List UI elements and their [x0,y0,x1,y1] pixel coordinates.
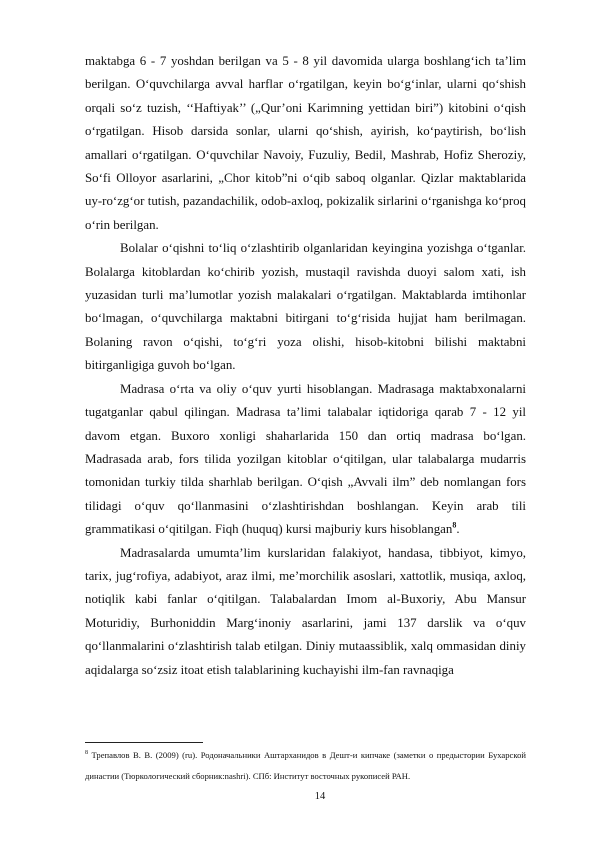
paragraph-4: Madrasalarda umumta’lim kurslaridan falakiyot, handasa, tibbiyot, kimyo, tarix, jug‘rofiya, adabiyot, araz ilmi, me’morchilik asoslari, xattotlik, musiqa, axloq, notiqlik kabi fanlar o‘qitilgan. Talabalardan Imom al-Buxoriy, Abu Mansur Moturidiy, Burhoniddin Marg‘inoniy asarlarini, jami 137 darslik va o‘quv qo‘llanmalarini o‘zlashtirish talab etilgan. Diniy mutaassiblik, xalq ommasidan diniy aqidalarga so‘zsiz itoat etish talablarining kuchayishi ilm-fan ravnaqiga [85,545,526,677]
page-number: 14 [314,791,326,802]
paragraph-3-text: Madrasa o‘rta va oliy o‘quv yurti hisoblangan. Madrasaga maktabxonalarni tugatganlar qabul qilingan. Madrasa ta’limi talabalar iqtidoriga qarab 7 - 12 yil davom etgan. Buxoro xonligi shaharlarida 150 dan ortiq madrasa bo‘lgan. Madrasada arab, fors tilida yozilgan kitoblar o‘qitilgan, ular talabalarga mudarris tomonidan turkiy tilda sharhlab berilgan. O‘qish „Avvali ilm” deb nomlangan fors tilidagi o‘quv qo‘llanmasini o‘zlashtirishdan boshlangan. Keyin arab tili grammatikasi o‘qitilgan. Fiqh (huquq) kursi majburiy kurs hisoblangan [85,381,526,537]
paragraph-1: maktabga 6 - 7 yoshdan berilgan va 5 - 8 yil davomida ularga boshlang‘ich ta’lim berilgan. O‘quvchilarga avval harflar o‘rgatilgan, keyin bo‘g‘inlar, ularni qo‘shish orqali so‘z tuzish, ‘‘Haftiyak’’ („Qur’oni Karimning yettidan biri”) kitobini o‘qish o‘rgatilgan. Hisob darsida sonlar, ularni qo‘shish, ayirish, ko‘paytirish, bo‘lish amallari o‘rgatilgan. O‘quvchilar Navoiy, Fuzuliy, Bedil, Mashrab, Hofiz Sheroziy, So‘fi Olloyor asarlarini, „Chor kitob”ni o‘qib saboq olganlar. Qizlar maktablarida uy-ro‘zg‘or tutish, pazandachilik, odob-axloq, pokizalik sirlarini o‘rganishga ko‘proq o‘rin berilgan. [85,54,526,232]
footnote [85,745,526,787]
paragraph-3-end: . [456,522,460,537]
footnote-number: 8 [85,750,88,757]
document-page [85,50,526,682]
footnote-separator [85,742,203,743]
footnote-reference[interactable]: 8 [452,520,457,530]
paragraph-3 [85,378,526,542]
paragraph-2: Bolalar o‘qishni to‘liq o‘zlashtirib olganlaridan keyingina yozishga o‘tganlar. Bolalarga kitoblardan ko‘chirib yozish, mustaqil ravishda duoyi salom xati, ish yuzasidan turli ma’lumotlar yozish malakalari o‘rgatilgan. Maktablarda imtihonlar bo‘lmagan, o‘quvchilarga maktabni bitirgani to‘g‘risida hujjat ham berilmagan. Bolaning ravon o‘qishi, to‘g‘ri yoza olishi, hisob-kitobni bilishi maktabni bitirganligiga guvoh bo‘lgan. [85,241,526,373]
footnote-text: Трепавлов В. В. (2009) (ru). Родоначальники Аштарханидов в Дешт-и кипчаке (заметки о предыстории Бухарской династии (Тюркологический сборник:nashri). СПб: Институт восточных рукописей РАН. [85,750,526,781]
